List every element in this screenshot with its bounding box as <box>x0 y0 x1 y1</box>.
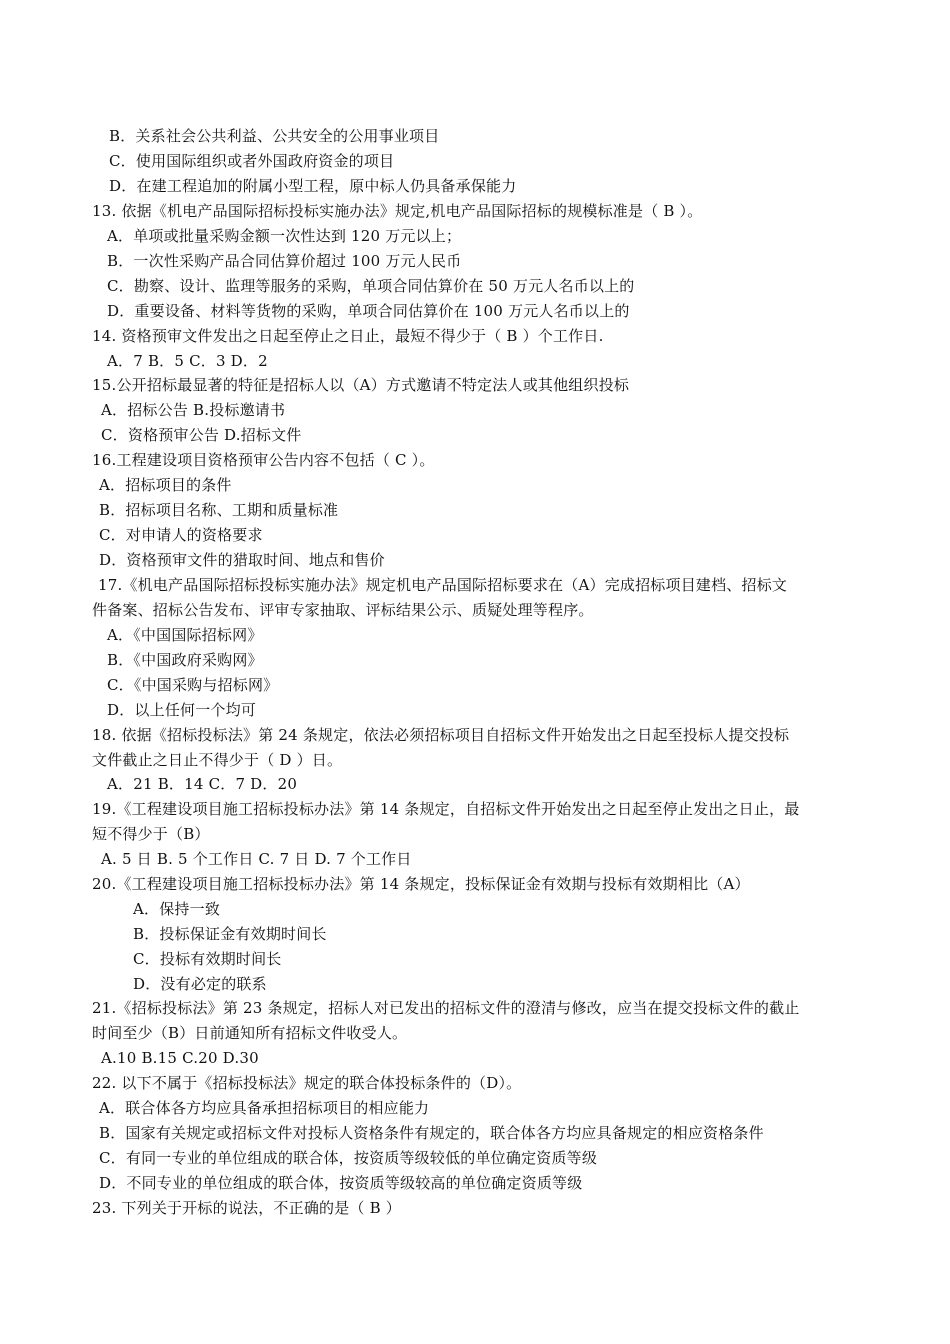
q19-question-line2: 短不得少于（B） <box>92 825 210 843</box>
q20-option-b: B．投标保证金有效期时间长 <box>133 925 327 943</box>
q17-option-a: A．《中国国际招标网》 <box>107 626 263 644</box>
q21-options: A.10 B.15 C.20 D.30 <box>101 1049 259 1067</box>
q12-option-b: B．关系社会公共利益、公共安全的公用事业项目 <box>109 127 440 145</box>
q21-question-line2: 时间至少（B）日前通知所有招标文件收受人。 <box>92 1024 408 1042</box>
q20-option-d: D．没有必定的联系 <box>133 975 267 993</box>
q13-option-d: D．重要设备、材料等货物的采购，单项合同估算价在 100 万元人名币以上的 <box>107 302 630 320</box>
q16-option-a: A．招标项目的条件 <box>99 476 232 494</box>
q17-question-line1: 17.《机电产品国际招标投标实施办法》规定机电产品国际招标要求在（A）完成招标项目建档、招标文 <box>98 576 788 594</box>
q13-option-a: A．单项或批量采购金额一次性达到 120 万元以上； <box>107 227 462 245</box>
q17-option-b: B．《中国政府采购网》 <box>107 651 263 669</box>
q16-option-d: D．资格预审文件的猎取时间、地点和售价 <box>99 551 385 569</box>
q22-option-d: D．不同专业的单位组成的联合体，按资质等级较高的单位确定资质等级 <box>99 1174 583 1192</box>
q18-question-line1: 18. 依据《招标投标法》第 24 条规定，依法必须招标项目自招标文件开始发出之日起至投标人提交投标 <box>92 726 790 744</box>
q14-options: A．7 B．5 C．3 D．2 <box>107 352 268 370</box>
q20-option-c: C．投标有效期时间长 <box>133 950 282 968</box>
q19-question-line1: 19.《工程建设项目施工招标投标办法》第 14 条规定，自招标文件开始发出之日起至停止发出之日止，最 <box>92 800 800 818</box>
q16-option-b: B．招标项目名称、工期和质量标准 <box>99 501 339 519</box>
q15-options-cd: C．资格预审公告 D.招标文件 <box>101 426 302 444</box>
q17-option-d: D．以上任何一个均可 <box>107 701 257 719</box>
q17-option-c: C．《中国采购与招标网》 <box>107 676 279 694</box>
q12-option-c: C．使用国际组织或者外国政府资金的项目 <box>109 152 395 170</box>
q15-question: 15.公开招标最显著的特征是招标人以（A）方式邀请不特定法人或其他组织投标 <box>92 376 630 394</box>
q13-question: 13. 依据《机电产品国际招标投标实施办法》规定,机电产品国际招标的规模标准是（ B ）。 <box>92 202 703 220</box>
q22-option-c: C．有同一专业的单位组成的联合体，按资质等级较低的单位确定资质等级 <box>99 1149 598 1167</box>
q13-option-c: C．勘察、设计、监理等服务的采购，单项合同估算价在 50 万元人名币以上的 <box>107 277 635 295</box>
q22-option-b: B．国家有关规定或招标文件对投标人资格条件有规定的，联合体各方均应具备规定的相应资格条件 <box>99 1124 764 1142</box>
q20-option-a: A．保持一致 <box>133 900 221 918</box>
q18-options: A．21 B．14 C．7 D．20 <box>107 775 298 793</box>
q19-options: A. 5 日 B. 5 个工作日 C. 7 日 D. 7 个工作日 <box>101 850 412 868</box>
q15-options-ab: A．招标公告 B.投标邀请书 <box>101 401 286 419</box>
q21-question-line1: 21.《招标投标法》第 23 条规定，招标人对已发出的招标文件的澄清与修改，应当在提交投标文件的截止 <box>92 999 800 1017</box>
q16-question: 16.工程建设项目资格预审公告内容不包括（ C ）。 <box>92 451 435 469</box>
q14-question: 14. 资格预审文件发出之日起至停止之日止，最短不得少于（ B ）个工作日. <box>92 327 604 345</box>
q22-question: 22. 以下不属于《招标投标法》规定的联合体投标条件的（D）。 <box>92 1074 522 1092</box>
q12-option-d: D．在建工程追加的附属小型工程，原中标人仍具备承保能力 <box>109 177 517 195</box>
q16-option-c: C．对申请人的资格要求 <box>99 526 263 544</box>
q20-question: 20.《工程建设项目施工招标投标办法》第 14 条规定，投标保证金有效期与投标有效期相比（A） <box>92 875 750 893</box>
q23-question: 23. 下列关于开标的说法，不正确的是（ B ） <box>92 1199 401 1217</box>
q17-question-line2: 件备案、招标公告发布、评审专家抽取、评标结果公示、质疑处理等程序。 <box>92 601 594 619</box>
q22-option-a: A．联合体各方均应具备承担招标项目的相应能力 <box>99 1099 430 1117</box>
q18-question-line2: 文件截止之日止不得少于（ D ）日。 <box>92 751 343 769</box>
q13-option-b: B．一次性采购产品合同估算价超过 100 万元人民币 <box>107 252 462 270</box>
